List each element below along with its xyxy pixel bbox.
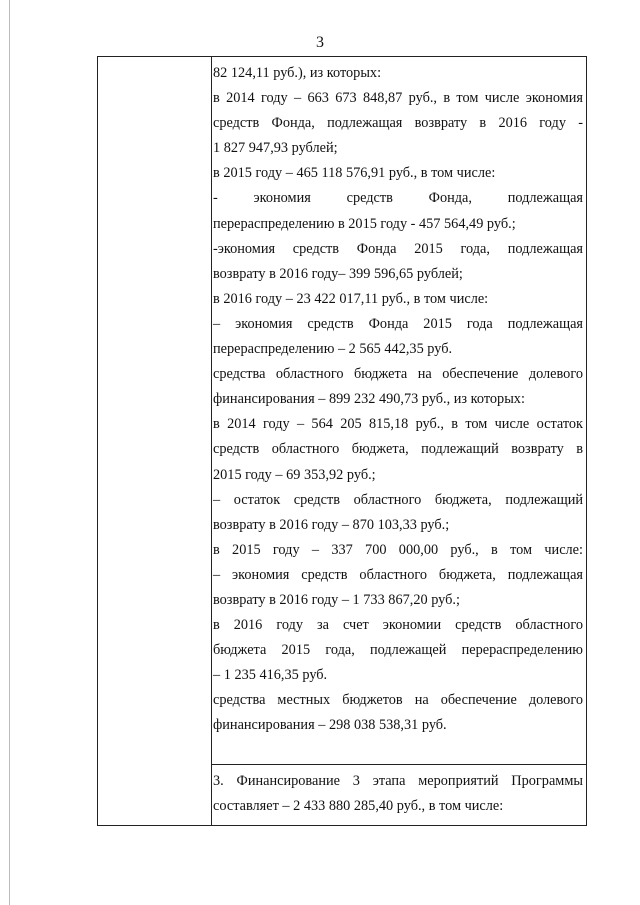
cell-line: в 2015 году – 337 700 000,00 руб., в том числе: [213,541,583,558]
cell-line: средства областного бюджета на обеспечение долевого [213,366,583,383]
cell-line: составляет – 2 433 880 285,40 руб., в том числе: [213,798,504,815]
table-row-divider [211,764,586,765]
page-number: 3 [316,34,324,51]
cell-line: в 2016 году – 23 422 017,11 руб., в том числе: [213,290,489,307]
cell-line: 82 124,11 руб.), из которых: [213,65,382,81]
cell-line: -экономия средств Фонда 2015 года, подлежащая [213,240,583,257]
cell-line: финансирования – 298 038 538,31 руб. [213,717,447,734]
table-cell-stage-3 [213,769,583,819]
cell-line: бюджета 2015 года, подлежащей перераспределению [213,642,583,659]
cell-line: 2015 году – 69 353,92 руб.; [213,466,376,483]
cell-line: – экономия средств областного бюджета, подлежащая [213,566,583,583]
cell-line: средств областного бюджета, подлежащий возврату в [213,441,583,458]
table-column-divider [211,56,212,826]
cell-line: перераспределению – 2 565 442,35 руб. [213,341,453,358]
cell-line: - экономия средств Фонда, подлежащая [213,190,583,207]
cell-line: 3. Финансирование 3 этапа мероприятий Программы [213,773,583,789]
cell-line: в 2015 году – 465 118 576,91 руб., в том числе: [213,165,496,182]
cell-line: возврату в 2016 году– 399 596,65 рублей; [213,265,463,282]
cell-line: финансирования – 899 232 490,73 руб., из которых: [213,391,525,408]
scan-left-edge [9,0,10,905]
table-cell-funding-details [213,61,583,739]
cell-line: в 2014 году – 564 205 815,18 руб., в том числе остаток [213,416,583,433]
cell-line: – 1 235 416,35 руб. [213,667,328,684]
cell-line: средства местных бюджетов на обеспечение долевого [213,692,583,709]
cell-line: в 2016 году за счет экономии средств областного [213,617,583,634]
cell-line: в 2014 году – 663 673 848,87 руб., в том числе экономия [213,90,583,107]
cell-line: возврату в 2016 году – 870 103,33 руб.; [213,516,450,533]
cell-line: 1 827 947,93 рублей; [213,140,338,157]
cell-line: – экономия средств Фонда 2015 года подлежащая [213,315,583,332]
cell-line: средств Фонда, подлежащая возврату в 2016 году - [213,115,583,132]
cell-line: перераспределению в 2015 году - 457 564,49 руб.; [213,215,516,232]
cell-line: – остаток средств областного бюджета, подлежащий [213,491,583,508]
cell-line: возврату в 2016 году – 1 733 867,20 руб.; [213,591,460,608]
